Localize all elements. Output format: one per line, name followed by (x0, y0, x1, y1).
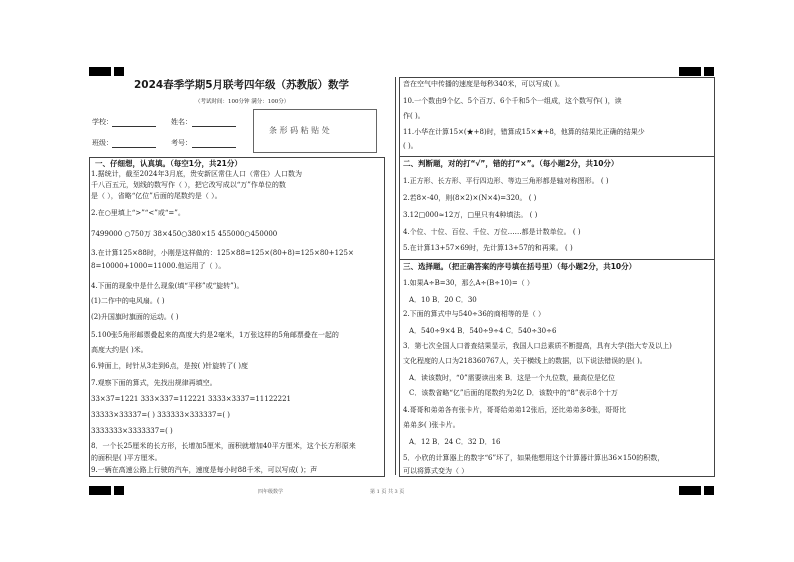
choice-4-options: A．12 B．24 C．32 D．16 (409, 438, 501, 446)
q8-line2: 的面积是( )平方厘米。 (91, 454, 162, 462)
school-field[interactable] (112, 118, 156, 127)
class-label: 班级： (92, 139, 113, 147)
school-label: 学校： (92, 118, 113, 126)
choice-4-line2: 弟弟多( )张卡片。 (403, 421, 460, 429)
number-field[interactable] (192, 139, 236, 148)
footer-page: 第 1 页 共 3 页 (370, 489, 405, 495)
q9-line2: 音在空气中传播的速度是每秒340米，可以写成( )。 (403, 80, 565, 88)
choice-5-line1: 5．小欣的计算器上的数字“6”坏了，如果他想用这个计算器计算出36×150的积数， (403, 454, 665, 462)
footer-subject: 四年级数学 (258, 489, 284, 495)
registration-mark-bottom-right-2 (704, 486, 714, 495)
q7-row3: 3333333×3333337=( ) (91, 427, 173, 435)
barcode-label: 条 形 码 粘 贴 处 (269, 126, 330, 135)
q9-line1: 9.一辆在高速公路上行驶的汽车，速度是每小时88千米，可以写成( )；声 (91, 466, 318, 474)
number-label: 考号： (171, 139, 192, 147)
right-column-frame (399, 77, 715, 477)
name-label: 姓名： (171, 118, 192, 126)
q2-items: 7499000 ○750万 38×450○380×15 455000○450000 (91, 230, 278, 238)
page-title: 2024春季学期5月联考四年级（苏教版）数学 (134, 79, 350, 91)
choice-3-line1: 3．第七次全国人口普查结果显示，我国人口总素质不断提高，具有大学(指大专及以上) (403, 342, 672, 350)
q7-row1: 33×37=1221 333×337=112221 3333×3337=11122221 (91, 395, 291, 403)
choice-3-line2: 文化程度的人口为218360767人，关于横线上的数据，以下说法错误的是( )。 (403, 357, 647, 365)
q10-line1: 10.一个数由9个亿、5个百万、6个千和5个一组成，这个数写作( )，读 (403, 97, 622, 105)
q6-line: 6.钟面上，时针从3走到6点，是按( )针旋转了( )度 (91, 362, 248, 370)
q4-title: 4.下面的现象中是什么现象(填“平移”或“旋转”)。 (91, 282, 244, 290)
q11-line1: 11.小华在计算15×(★+8)时，错算成15×★+8，他算的结果比正确的结果少 (403, 128, 645, 136)
q5-line2: 高度大约是( )米。 (91, 346, 148, 354)
q10-line2: 作( )。 (403, 112, 425, 120)
registration-mark-top-right (679, 67, 701, 76)
judge-4: 4.个位、十位、百位、千位、万位……都是计数单位。 ( ) (403, 228, 581, 236)
registration-mark-top-right-2 (704, 67, 714, 76)
registration-mark-bottom-left (89, 486, 111, 495)
section2-rule (399, 156, 714, 157)
registration-mark-bottom-right (679, 486, 701, 495)
q1-line3: 是（ ），省略“亿位”后面的尾数约是（ ）。 (91, 192, 222, 200)
judge-3: 3.12□000≈12万，□里只有4种填法。 ( ) (403, 211, 538, 219)
registration-mark-top-left-2 (114, 67, 124, 76)
choice-1: 1.如果A÷B=30，那么A÷(B÷10)=（ ） (403, 279, 534, 287)
column-divider (395, 77, 396, 475)
q11-line2: ( )。 (403, 142, 418, 150)
q1-line1: 1.据统计，截至2024年3月底，贵安新区常住人口（常住）人口数为 (91, 170, 302, 178)
choice-5-line2: 可以将算式变为（ ） (403, 467, 469, 475)
choice-1-options: A．10 B．20 C．30 (409, 296, 477, 304)
section1-heading: 一、仔细想，认真填。（每空1分，共21分） (95, 159, 242, 168)
name-field[interactable] (192, 118, 236, 127)
q1-line2: 千八百五元，划线的数写作（ ），把它改写成以“万”作单位的数 (91, 181, 286, 189)
q4-item2: (2)升国旗时旗面的运动。( ) (91, 313, 179, 321)
q3-line1: 3.在计算125×88时，小刚是这样做的：125×88=125×(80+8)=125×80+125× (91, 249, 354, 257)
registration-mark-top-left (89, 67, 111, 76)
judge-5: 5.在计算13+57×69时，先计算13+57的和再乘。 ( ) (403, 244, 573, 252)
choice-3-options-ab: A．读该数时，“0”需要读出来 B．这是一个九位数，最高位是亿位 (409, 374, 616, 382)
judge-1: 1.正方形、长方形、平行四边形、等边三角形都是轴对称图形。 ( ) (403, 177, 609, 185)
class-field[interactable] (112, 139, 156, 148)
section3-heading: 三、选择题。（把正确答案的序号填在括号里）（每小题2分，共10分） (403, 262, 637, 271)
q3-line2: 8=10000+1000=11000.他运用了（ ）。 (91, 262, 226, 270)
choice-4-line1: 4.哥哥和弟弟各有张卡片，哥哥给弟弟12张后，还比弟弟多8张，哥哥比 (403, 406, 627, 414)
q5-line1: 5.100张5角形邮票叠起来的高度大约是2毫米，1万张这样的5角邮票叠在一起的 (91, 331, 339, 339)
q7-title: 7.观察下面的算式，先找出规律再填空。 (91, 379, 217, 387)
q2-title: 2.在○里填上“>”“<”或“=”。 (91, 209, 185, 217)
judge-2: 2.若8×-40，则(8×2)×(N×4)=320。 ( ) (403, 194, 537, 202)
q4-item1: (1)二作中的电风扇。( ) (91, 297, 165, 305)
q7-row2: 33333×33337=( ) 333333×333337=( ) (91, 411, 231, 419)
choice-3-options-cd: C．该数省略“亿”后面的尾数约为2亿 D．该数中的“8”表示8个十万 (409, 389, 618, 397)
choice-2: 2.下面的算式中与540÷36的商相等的是（ ） (403, 310, 546, 318)
q8-line1: 8．一个长25厘米的长方形，长增加5厘米，面积就增加40平方厘米，这个长方形原来 (91, 442, 356, 450)
choice-2-options: A．540÷9×4 B．540÷9÷4 C．540÷30÷6 (409, 327, 557, 335)
exam-info: （考试时间：100分钟 满分：100分） (195, 99, 290, 105)
section2-heading: 二、判断题，对的打“√”，错的打“×”。（每小题2分，共10分） (403, 159, 619, 168)
section3-rule (399, 259, 714, 260)
registration-mark-bottom-left-2 (114, 486, 124, 495)
